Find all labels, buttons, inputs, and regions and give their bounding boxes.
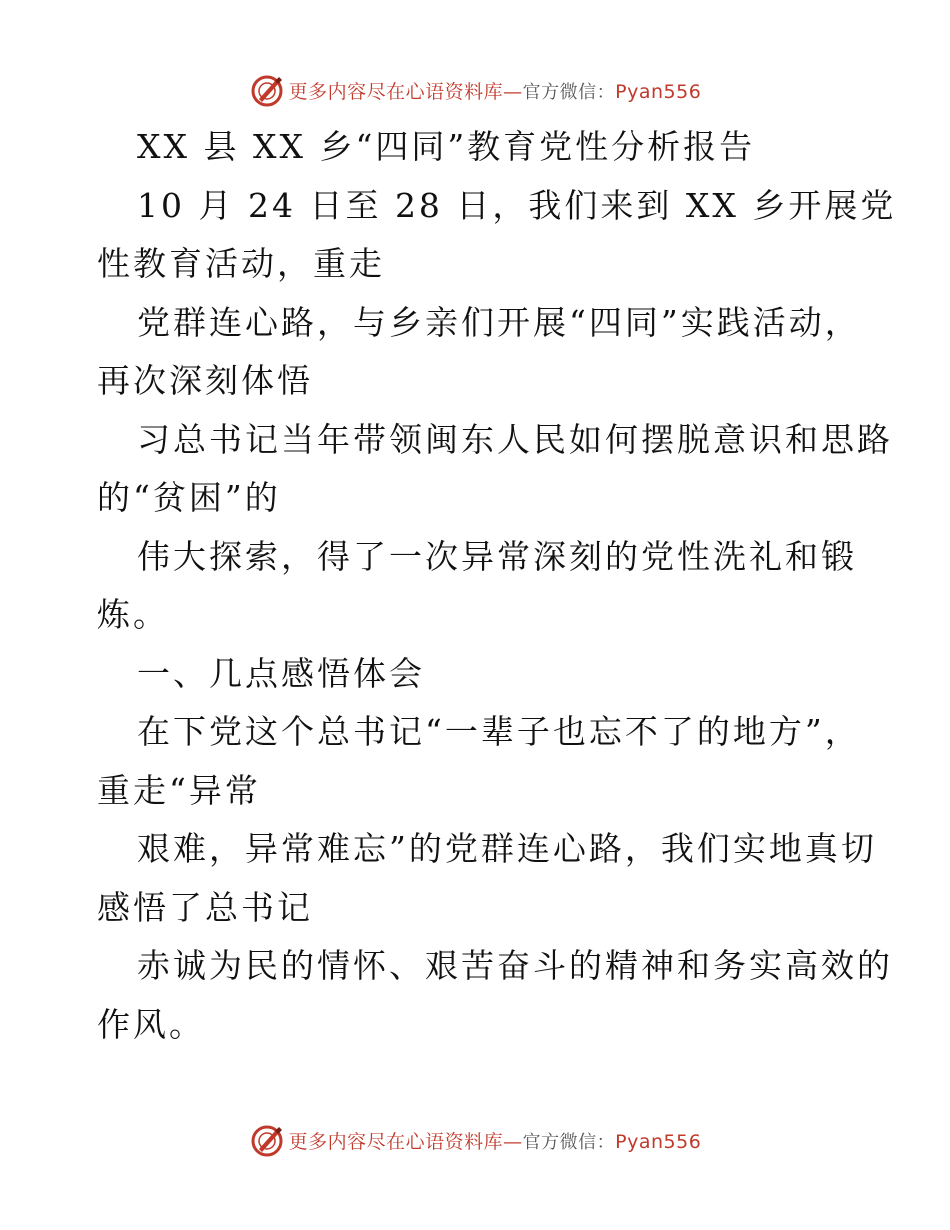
document-line: 党群连心路，与乡亲们开展“四同”实践活动，	[137, 302, 861, 342]
document-line: 一、几点感悟体会	[137, 653, 425, 693]
footer-watermark	[0, 1120, 950, 1160]
watermark-text: 更多内容尽在心语资料库—官方微信：Pyan556	[288, 80, 702, 103]
header-watermark	[0, 70, 950, 110]
document-line: 炼。	[97, 595, 169, 634]
pen-circle-logo-icon	[249, 72, 285, 108]
watermark-text: 更多内容尽在心语资料库—官方微信：Pyan556	[288, 1130, 702, 1153]
document-line: 艰难，异常难忘”的党群连心路，我们实地真切	[137, 829, 877, 868]
document-line: 赤诚为民的情怀、艰苦奋斗的精神和务实高效的	[137, 946, 893, 985]
document-line: 习总书记当年带领闽东人民如何摆脱意识和思路	[137, 419, 893, 459]
document-line: 在下党这个总书记“一辈子也忘不了的地方”，	[137, 712, 861, 751]
document-line: 10 月 24 日至 28 日，我们来到 XX 乡开展党	[137, 185, 897, 225]
document-line: 重走“异常	[97, 770, 261, 810]
document-line: 性教育活动，重走	[97, 244, 385, 283]
document-body	[97, 118, 897, 1054]
document-line: 再次深刻体悟	[97, 361, 313, 400]
document-line: 作风。	[97, 1004, 205, 1044]
document-line: 的“贫困”的	[97, 478, 281, 517]
document-line: 感悟了总书记	[97, 887, 313, 927]
document-line: XX 县 XX 乡“四同”教育党性分析报告	[137, 127, 756, 166]
pen-circle-logo-icon	[249, 1122, 285, 1158]
document-line: 伟大探索，得了一次异常深刻的党性洗礼和锻	[137, 536, 857, 576]
